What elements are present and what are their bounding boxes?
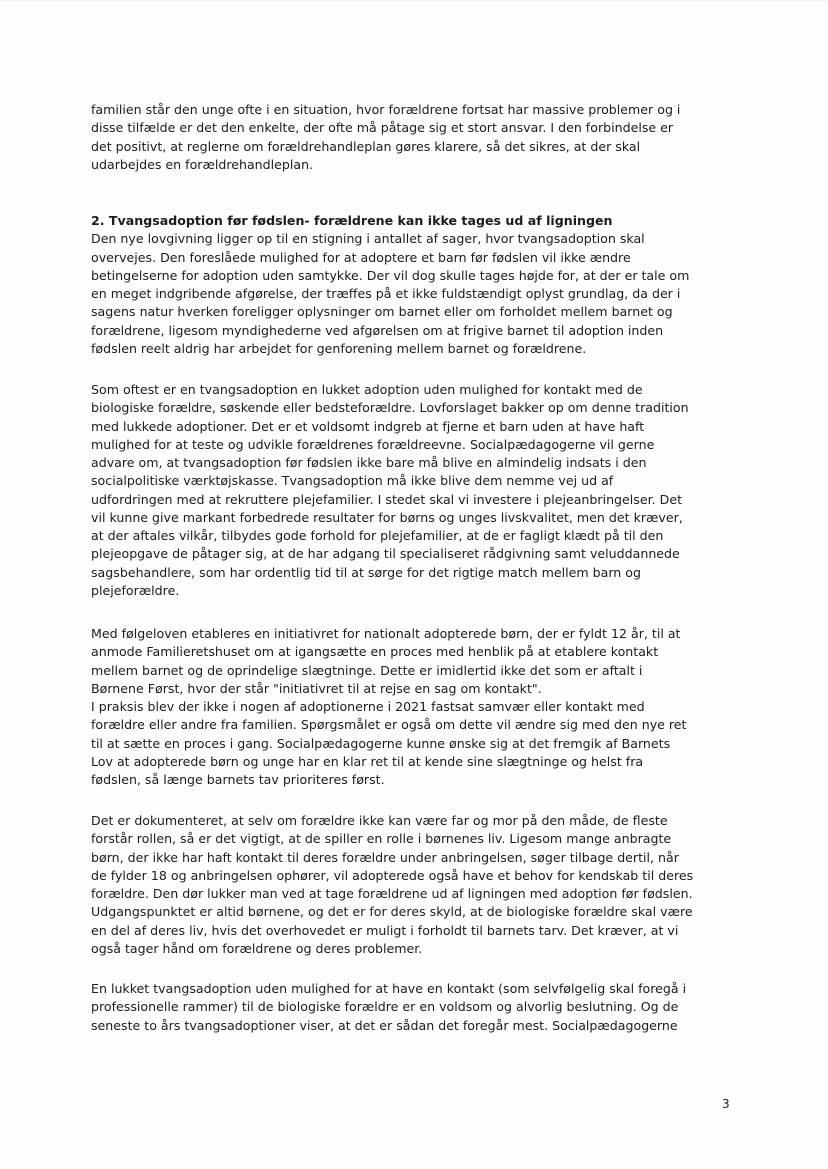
text-line: advare om, at tvangsadoption før fødslen ikke bare må blive en almindelig indsats i den [91,455,647,470]
text-line: forstår rollen, så er det vigtigt, at de spiller en rolle i børnenes liv. Ligesom mange anbragte [91,831,672,847]
text-line: socialpolitiske værktøjskasse. Tvangsadoption må ikke blive dem nemme vej ud af [91,473,614,489]
text-line: En lukket tvangsadoption uden mulighed for at have en kontakt (som selvfølgelig skal foregå i [91,981,687,996]
text-line: overvejes. Den foreslåede mulighed for at adoptere et barn før fødslen vil ikke ændre [91,249,631,265]
text-line: Som oftest er en tvangsadoption en lukket adoption uden mulighed for kontakt med de [91,382,643,397]
text-line: sagsbehandlere, som har ordentlig tid til at sørge for det rigtige match mellem barn og [91,564,641,580]
text-line: mulighed for at teste og udvikle forældrenes forældreevne. Socialpædagogerne vil gerne [91,436,655,452]
text-line: mellem barnet og de oprindelige slægtninge. Dette er imidlertid ikke det som er aftalt i [91,662,643,678]
text-line: med lukkede adoptioner. Det er et voldsomt indgreb at fjerne et barn uden at have haft [91,418,645,434]
text-line: fødslen reelt aldrig har arbejdet for genforening mellem barnet og forældrene. [91,340,587,356]
text-line: professionelle rammer) til de biologiske forældre er en voldsom og alvorlig beslutning. Og de [91,999,679,1015]
text-line: anmode Familieretshuset om at igangsætte en proces med henblik på at etablere kontakt [91,644,659,660]
text-line: fødslen, så længe barnets tav prioriteres først. [91,772,385,787]
text-line: forældre eller andre fra familien. Spørgsmålet er også om dette vil ændre sig med den nye ret [91,717,687,733]
text-line: plejeforældre. [91,582,180,598]
text-line: plejeopgave de påtager sig, at de har adgang til specialiseret rådgivning samt veluddannede [91,546,680,562]
paragraph-3 [91,381,731,600]
text-line: det positivt, at reglerne om forældrehandleplan gøres klarere, så det sikres, at der skal [91,138,641,154]
text-line: en del af deres liv, hvis det overhovedet er muligt i forholdt til barnets tarv. Det kræver, at vi [91,922,679,938]
text-line: forældre. Den dør lukker man ved at tage forældrene ud af ligningen med adoption før fødslen. [91,886,693,901]
text-line: Udgangspunktet er altid børnene, og det er for deres skyld, at de biologiske forældre skal være [91,904,693,920]
text-line: I praksis blev der ikke i nogen af adoptionerne i 2021 fastsat samvær eller kontakt med [91,699,645,714]
section-2 [91,212,731,358]
text-line: betingelserne for adoption uden samtykke. Der vil dog skulle tages højde for, at der er tale om [91,267,690,283]
paragraph-1 [91,101,731,174]
text-line: en meget indgribende afgørelse, der træffes på et ikke fuldstændigt oplyst grundlag, da der i [91,286,681,301]
text-line: forældrene, ligesom myndighederne ved afgørelsen om at frigive barnet til adoption inden [91,322,664,338]
paragraph-6 [91,980,731,1035]
text-line: Lov at adopterede børn og unge har en klar ret til at kende sine slægtninge og helst fra [91,753,644,769]
text-line: biologiske forældre, søskende eller bedsteforældre. Lovforslaget bakker op om denne tradition [91,400,689,416]
paragraph-4 [91,625,731,789]
page-number: 3 [722,1097,730,1111]
text-line: børn, der ikke har haft kontakt til deres forældre under anbringelsen, søger tilbage dertil, når [91,849,679,865]
text-line: til at sætte en proces i gang. Socialpædagogerne kunne ønske sig at det fremgik af Barnets [91,735,671,751]
text-line: familien står den unge ofte i en situation, hvor forældrene fortsat har massive problemer og i [91,102,681,117]
text-line: de fylder 18 og anbringelsen ophører, vil adopterede også have et behov for kendskab til deres [91,867,694,883]
text-line: Børnene Først, hvor der står "initiativret til at rejse en sag om kontakt". [91,680,542,696]
text-line: disse tilfælde er det den enkelte, der ofte må påtage sig et stort ansvar. I den forbindelse er [91,120,674,136]
text-line: Den nye lovgivning ligger op til en stigning i antallet af sager, hvor tvangsadoption skal [91,231,645,247]
text-line: vil kunne give markant forbedrede resultater for børns og unges livskvalitet, men det kræver, [91,509,683,525]
section-heading: 2. Tvangsadoption før fødslen- forældrene kan ikke tages ud af ligningen [91,213,613,228]
paragraph-5 [91,812,731,958]
text-line: også tager hånd om forældrene og deres problemer. [91,940,423,956]
text-line: sagens natur hverken foreligger oplysninger om barnet eller om forholdet mellem barnet og [91,304,673,320]
text-line: Med følgeloven etableres en initiativret for nationalt adopterede børn, der er fyldt 12 år, til at [91,626,681,641]
text-line: Det er dokumenteret, at selv om forældre ikke kan være far og mor på den måde, de fleste [91,813,668,828]
text-line: at der aftales vilkår, tilbydes gode forhold for plejefamilier, at de er fagligt klædt på til den [91,528,664,543]
scan-edge [0,0,828,1]
text-line: udarbejdes en forældrehandleplan. [91,156,314,172]
text-line: udfordringen med at rekruttere plejefamilier. I stedet skal vi investere i plejeanbringelser. Det [91,491,683,507]
text-line: seneste to års tvangsadoptioner viser, at det er sådan det foregår mest. Socialpædagogerne [91,1017,678,1033]
